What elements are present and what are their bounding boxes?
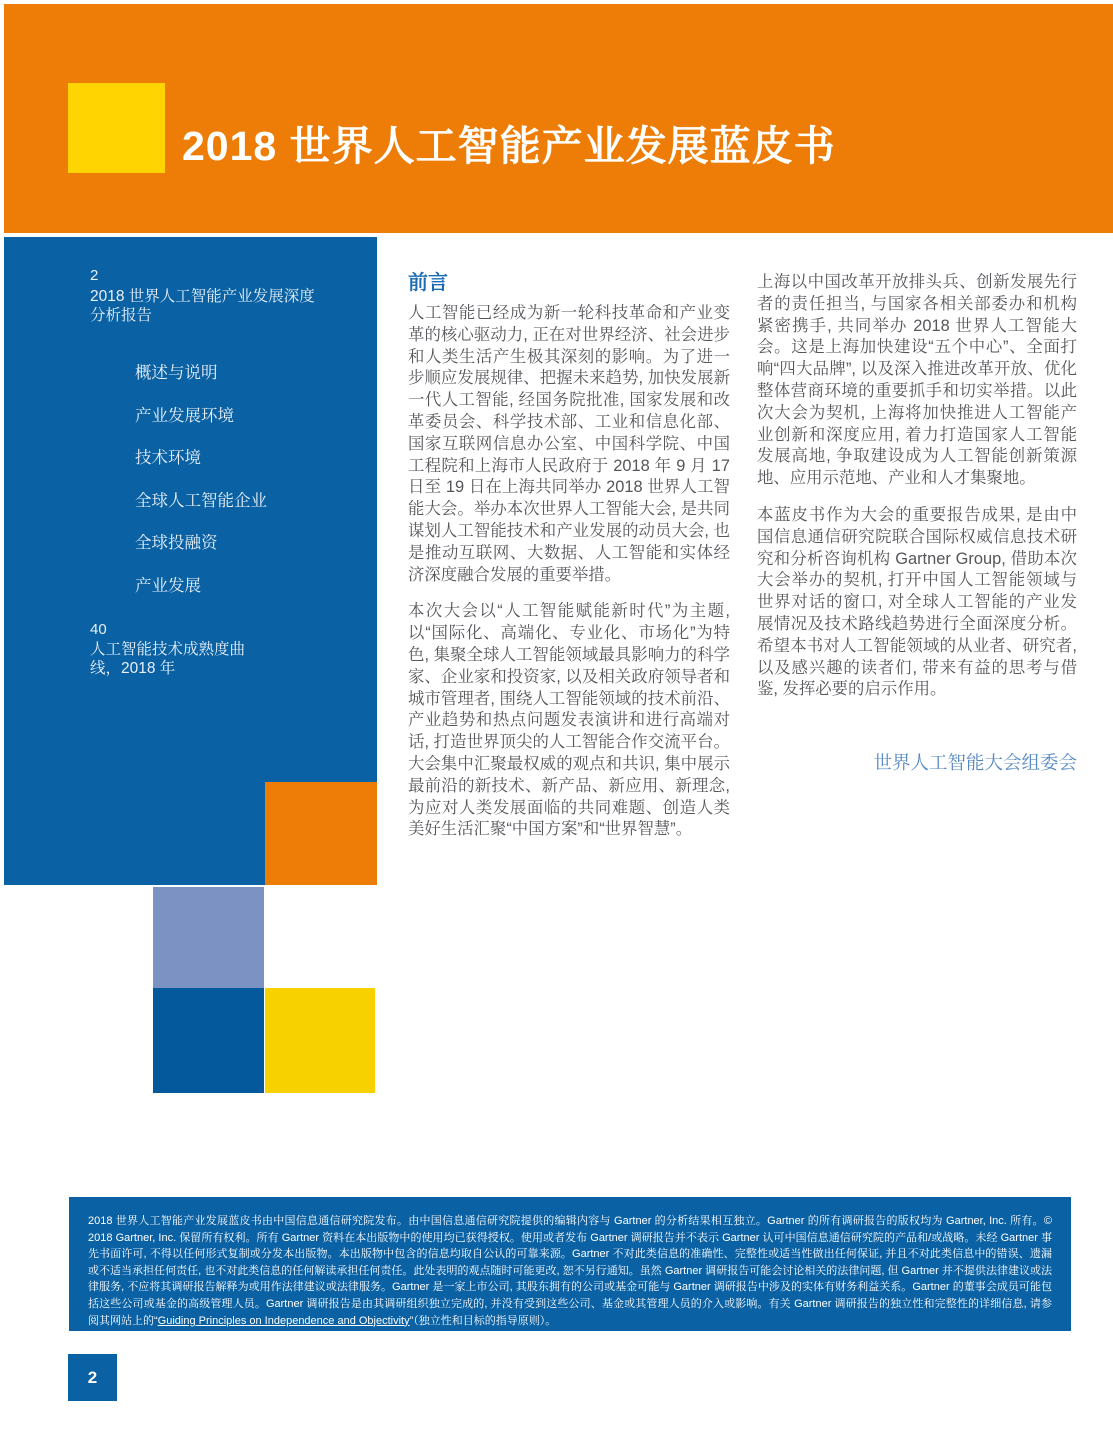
toc-item-list (135, 365, 267, 620)
header-band (4, 4, 1113, 233)
toc-entry-title[interactable]: 人工智能技术成熟度曲线，2018 年 (90, 641, 246, 677)
report-title: 2018 世界人工智能产业发展蓝皮书 (182, 123, 836, 169)
footer-disclaimer (69, 1197, 1071, 1331)
decorative-square-periwinkle (153, 887, 264, 988)
decorative-square-blue (153, 988, 264, 1093)
toc-item-industry-development[interactable]: 产业发展 (135, 576, 201, 595)
toc-item-technology-environment[interactable]: 技术环境 (135, 449, 201, 467)
toc-entry-page-number: 40 (90, 621, 107, 638)
committee-signature: 世界人工智能大会组委会 (873, 752, 1077, 774)
page-number-badge: 2 (68, 1354, 117, 1401)
foreword-paragraph: 本次大会以“人工智能赋能新时代”为主题, 以“国际化、高端化、专业化、市场化”为特色, 集聚全球人工智能领域最具影响力的科学家、企业家和投资家, 以及相关政府领导者和城市管理者, 围绕人工智能领域的技术前沿、产业趋势和热点问题发表演讲和进行高端对话, 打造世界顶尖的人工智能合作交流平台。大会集中汇聚最权威的观点和共识, 集中展示最前沿的新技术、新产品、新应用、新理念, 为应对人类发展面临的共同难题、创造人类美好生活汇聚“中国方案”和“世界智慧”。 (408, 602, 730, 839)
body-paragraph: 上海以中国改革开放排头兵、创新发展先行者的责任担当, 与国家各相关部委办和机构紧密携手, 共同举办 2018 世界人工智能大会。这是上海加快建设“五个中心”、全面打响“四大品牌”, 以及深入推进改革开放、优化整体营商环境的重要抓手和切实举措。以此次大会为契机, 上海将加快推进人工智能产业创新和深度应用, 着力打造国家人工智能发展高地, 争取建设成为人工智能创新策源地、应用示范地、产业和人才集聚地。 (757, 273, 1077, 488)
toc-entry-title[interactable]: 2018 世界人工智能产业发展深度分析报告 (90, 288, 315, 324)
toc-item-global-investment[interactable]: 全球投融资 (135, 534, 218, 552)
toc-item-global-ai-companies[interactable]: 全球人工智能企业 (135, 491, 267, 510)
foreword-heading: 前言 (408, 272, 448, 294)
toc-item-overview[interactable]: 概述与说明 (135, 364, 218, 382)
disclaimer-text-suffix: ”（独立性和目标的指导原则）。 (409, 1314, 557, 1327)
toc-item-industry-environment[interactable]: 产业发展环境 (135, 406, 234, 425)
foreword-paragraph: 人工智能已经成为新一轮科技革命和产业变革的核心驱动力, 正在对世界经济、社会进步和人类生活产生极其深刻的影响。为了进一步顺应发展规律、把握未来趋势, 加快发展新一代人工智能, 经国务院批准, 国家发展和改革委员会、科学技术部、工业和信息化部、国家互联网信息办公室、中国科学院、中国工程院和上海市人民政府于 2018 年 9 月 17 日至 19 日在上海共同举办 2018 世界人工智能大会。举办本次世界人工智能大会, 是共同谋划人工智能技术和产业发展的动员大会, 也是推动互联网、大数据、人工智能和实体经济深度融合发展的重要举措。 (408, 304, 730, 584)
decorative-square-orange (265, 782, 377, 885)
disclaimer-text: 2018 世界人工智能产业发展蓝皮书由中国信息通信研究院发布。由中国信息通信研究院提供的编辑内容与 Gartner 的分析结果相互独立。Gartner 的所有调研报告的版权均为 Gartner, Inc. 所有。© 2018 Gartner, Inc. 保留所有权利。所有 Gartner 资料在本出版物中的使用均已获得授权。使用或者发布 Gartner 调研报告并不表示 Gartner 认可中国信息通信研究院的产品和/或战略。未经 Gartner 事先书面许可, 不得以任何形式复制或分发本出版物。本出版物中包含的信息均取自公认的可靠来源。Gartner 不对此类信息的准确性、完整性或适当性做出任何保证, 并且不对此类信息中的错误、遗漏或不适当承担任何责任, 也不对此类信息的任何解读承担任何责任。此处表明的观点随时可能更改, 恕不另行通知。虽然 Gartner 调研报告可能会讨论相关的法律问题, 但 Gartner 并不提供法律建议或法律服务, 不应将其调研报告解释为或用作法律建议或法律服务。Gartner 是一家上市公司, 其股东拥有的公司或基金可能与 Gartner 调研报告中涉及的实体有财务利益关系。Gartner 的董事会成员可能包括这些公司或基金的高级管理人员。Gartner 调研报告是由其调研组织独立完成的, 并没有受到这些公司、基金或其管理人员的介入或影响。有关 Gartner 调研报告的独立性和完整性的详细信息, 请参阅其网站上的“ (88, 1215, 1052, 1327)
decorative-square-yellow (265, 988, 375, 1093)
foreword-column (408, 270, 730, 841)
guiding-principles-link[interactable]: Guiding Principles on Independence and Objectivity (157, 1314, 410, 1327)
toc-entry-page-number: 2 (90, 267, 99, 284)
header-accent-square (68, 83, 165, 173)
shanghai-column (757, 272, 1077, 775)
body-paragraph: 本蓝皮书作为大会的重要报告成果, 是由中国信息通信研究院联合国际权威信息技术研究和分析咨询机构 Gartner Group, 借助本次大会举办的契机, 打开中国人工智能领域与世界对话的窗口, 对全球人工智能的产业发展情况及技术路线趋势进行全面深度分析。希望本书对人工智能领域的从业者、研究者, 以及感兴趣的读者们, 带来有益的思考与借鉴, 发挥必要的启示作用。 (757, 505, 1077, 699)
